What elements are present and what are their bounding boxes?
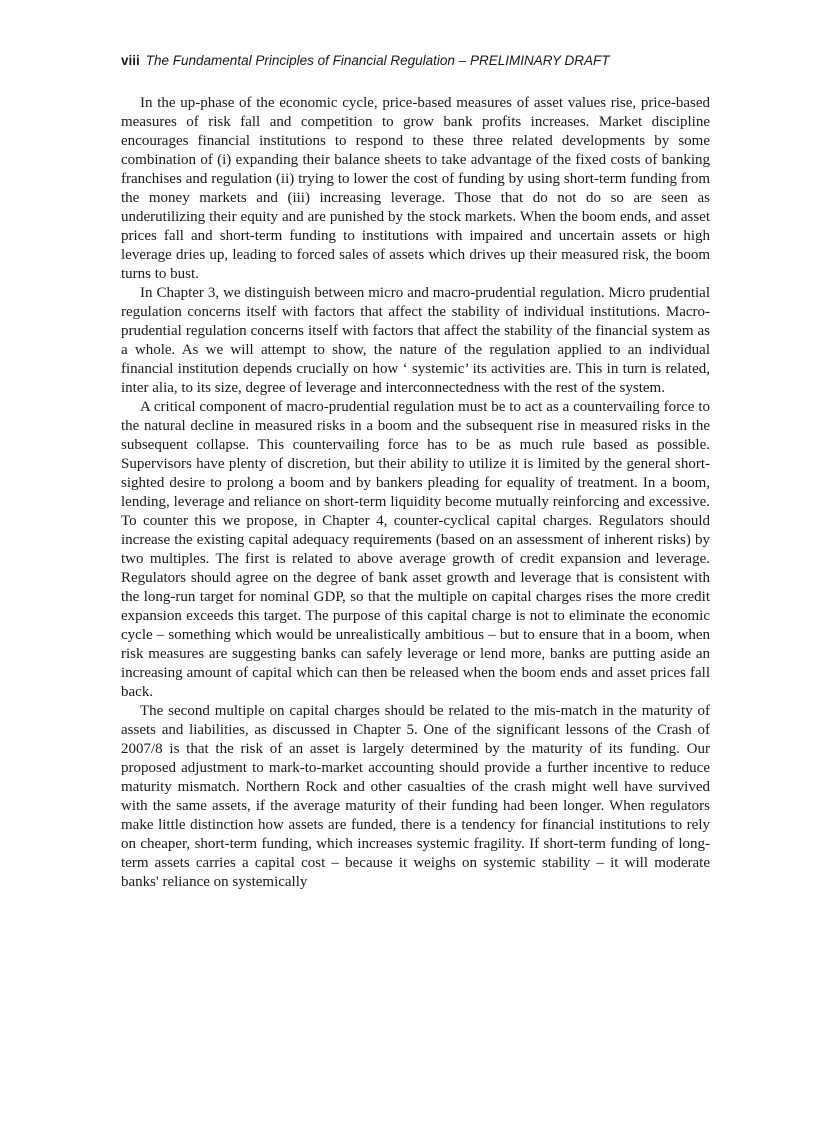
- page-number: viii: [121, 53, 140, 68]
- running-title: The Fundamental Principles of Financial Regulation – PRELIMINARY DRAFT: [145, 53, 610, 68]
- paragraph: In the up-phase of the economic cycle, price-based measures of asset values rise, price-based measures of risk fall and competition to grow bank profits increases. Market discipline encourages financial institutions to respond to these three related developments by some combination of (i) expanding their balance sheets to take advantage of the fixed costs of banking franchises and regulation (ii) trying to lower the cost of funding by using short-term funding from the money markets and (iii) increasing leverage. Those that do not do so are seen as underutilizing their equity and are punished by the stock markets. When the boom ends, and asset prices fall and short-term funding to institutions with impaired and uncertain assets or high leverage dries up, leading to forced sales of assets which drives up their measured risk, the boom turns to bust.: [121, 95, 710, 282]
- body-text: [121, 94, 710, 892]
- paragraph: A critical component of macro-prudential regulation must be to act as a countervailing force to the natural decline in measured risks in a boom and the subsequent rise in measured risks in the subsequent collapse. This countervailing force has to be as much rule based as possible. Supervisors have plenty of discretion, but their ability to utilize it is limited by the general short-sighted desire to prolong a boom and by bankers pleading for equality of treatment. In a boom, lending, leverage and reliance on short-term liquidity become mutually reinforcing and excessive. To counter this we propose, in Chapter 4, counter-cyclical capital charges. Regulators should increase the existing capital adequacy requirements (based on an assessment of inherent risks) by two multiples. The first is related to above average growth of credit expansion and leverage. Regulators should agree on the degree of bank asset growth and leverage that is consistent with the long-run target for nominal GDP, so that the multiple on capital charges rises the more credit expansion exceeds this target. The purpose of this capital charge is not to eliminate the economic cycle – something which would be unrealistically ambitious – but to ensure that in a boom, when risk measures are suggesting banks can safely leverage or lend more, banks are putting aside an increasing amount of capital which can then be released when the boom ends and asset prices fall back.: [121, 399, 710, 700]
- page: [121, 52, 710, 892]
- running-header: [121, 52, 710, 70]
- paragraph: The second multiple on capital charges should be related to the mis-match in the maturity of assets and liabilities, as discussed in Chapter 5. One of the significant lessons of the Crash of 2007/8 is that the risk of an asset is largely determined by the maturity of its funding. Our proposed adjustment to mark-to-market accounting should provide a further incentive to reduce maturity mismatch. Northern Rock and other casualties of the crash might well have survived with the same assets, if the average maturity of their funding had been longer. When regulators make little distinction how assets are funded, there is a tendency for financial institutions to rely on cheaper, short-term funding, which increases systemic fragility. If short-term funding of long-term assets carries a capital cost – because it weighs on systemic stability – it will moderate banks' reliance on systemically: [121, 703, 710, 890]
- paragraph: In Chapter 3, we distinguish between micro and macro-prudential regulation. Micro prudential regulation concerns itself with factors that affect the stability of individual institutions. Macro-prudential regulation concerns itself with factors that affect the stability of the financial system as a whole. As we will attempt to show, the nature of the regulation applied to an individual financial institution depends crucially on how ‘ systemic’ its activities are. This in turn is related, inter alia, to its size, degree of leverage and interconnectedness with the rest of the system.: [121, 285, 710, 396]
